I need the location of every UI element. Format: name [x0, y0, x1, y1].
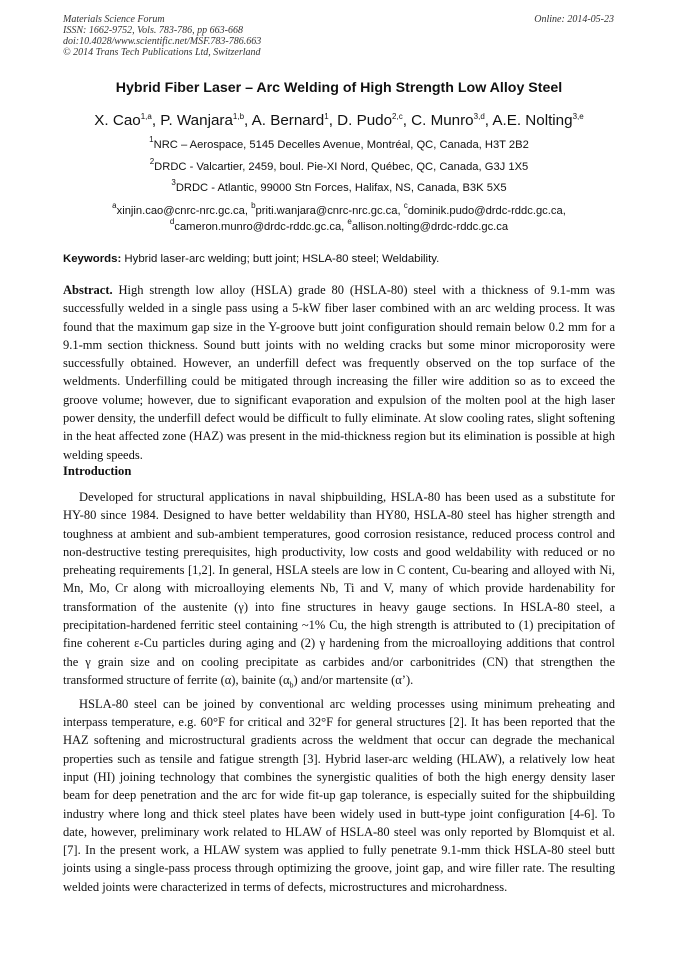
email-sup: c — [403, 201, 408, 210]
affiliation-sup: 1 — [149, 135, 154, 144]
email-sup: a — [112, 201, 117, 210]
issn-line: ISSN: 1662-9752, Vols. 783-786, pp 663-668 — [63, 25, 243, 36]
abstract-paragraph — [63, 281, 615, 464]
author-sup: 2,c — [392, 112, 403, 121]
email-address[interactable]: allison.nolting@drdc-rddc.gc.ca — [351, 221, 509, 233]
author-sup: 1 — [324, 112, 329, 121]
affiliation-sup: 3 — [171, 178, 176, 187]
email-address[interactable]: dominik.pudo@drdc-rddc.gc.ca, — [407, 205, 566, 217]
author-name: A. Bernard — [251, 112, 325, 129]
copyright-line: © 2014 Trans Tech Publications Ltd, Switzerland — [63, 47, 261, 58]
doi-line: doi:10.4028/www.scientific.net/MSF.783-786.663 — [63, 36, 262, 47]
affiliation-text: DRDC - Valcartier, 2459, boul. Pie-XI Nord, Québec, QC, Canada, G3J 1X5 — [154, 161, 529, 173]
keywords-label: Keywords: — [63, 253, 122, 265]
intro-paragraph-2: HSLA-80 steel can be joined by conventional arc welding processes using minimum preheating and interpass temperature, e.g. 60°F for critical and 32°F for general structures [2]. It has been reported that the HAZ softening and microstructural gradients across the weldment that occur can degrade the mechanical properties such as tensile and fatigue strength [3]. Hybrid laser-arc welding (HLAW), a relatively low heat input (HI) joining technology that combines the synergistic qualities of both the high energy density laser beam for deep penetration and the arc for wide fit-up gap tolerance, is especially suited for the shipbuilding industry where long and thick steel plates have been widely used in butt-type joint configuration [4-6]. To date, however, preliminary work related to HLAW of HSLA-80 steel was only reported by Blomquist et al. [7]. In the present work, a HLAW system was applied to fully penetrate 9.1-mm thick HSLA-80 steel butt joints using a single-pass process through optimizing the groove, joint gap, and wire filler rate. The resulting welded joints were characterized in terms of defects, microstructures and microhardness. — [63, 696, 615, 894]
affiliation-1 — [0, 135, 678, 151]
section-heading-introduction: Introduction — [63, 464, 132, 478]
bainite-subscript: b — [289, 680, 294, 690]
email-line-1 — [0, 203, 678, 219]
abstract-label: Abstract. — [63, 283, 113, 297]
intro-paragraph-1 — [63, 488, 615, 695]
email-address[interactable]: cameron.munro@drdc-rddc.gc.ca, — [174, 221, 348, 233]
author-name: C. Munro — [411, 112, 474, 129]
introduction-body — [63, 488, 615, 896]
abstract-text: High strength low alloy (HSLA) grade 80 (HSLA-80) steel with a thickness of 9.1-mm was successfully welded in a single pass using a 5-kW fiber laser combined with an arc welding process. It was found that the maximum gap size in the Y-groove butt joint configuration should remain below 0.2 mm for a 9.1-mm section thickness. Sound butt joints with no welding cracks but some minor microporosity were successfully obtained. However, an underfill defect was frequently observed on the top surface of the weldments. Underfilling could be mitigated through increasing the filler wire addition so as to exceed the groove volume; however, due to significant evaporation and expulsion of the molten pool at the high laser power density, the underfill defect would be difficult to fully eliminate. At slow cooling rates, slight softening in the heat affected zone (HAZ) was present in the mid-thickness region but its elimination is possible at high welding speeds. — [63, 283, 615, 462]
online-date: Online: 2014-05-23 — [534, 14, 614, 25]
abstract — [63, 281, 615, 464]
affiliation-3 — [0, 178, 678, 194]
email-address[interactable]: xinjin.cao@cnrc-nrc.gc.ca, — [116, 205, 252, 217]
author-name: P. Wanjara — [160, 112, 233, 129]
affiliation-text: DRDC - Atlantic, 99000 Stn Forces, Halifax, NS, Canada, B3K 5X5 — [175, 182, 507, 194]
author-name: A.E. Nolting — [492, 112, 573, 129]
paper-title: Hybrid Fiber Laser – Arc Welding of High Strength Low Alloy Steel — [115, 80, 563, 96]
affiliation-sup: 2 — [149, 157, 155, 166]
author-list: X. Cao$^{1,a}$, P. Wanjara$^{1,b}$, A. Bernard$^1$, D. Pudo$^{2,c}$, C. Munro$^{3,d}$, A.E. Nolting$^{3,e}$ — [94, 112, 584, 129]
keywords-text: Hybrid laser-arc welding; butt joint; HSLA-80 steel; Weldability. — [121, 253, 440, 265]
keywords — [63, 253, 615, 265]
journal-name: Materials Science Forum — [63, 14, 165, 25]
intro-p1-text: Developed for structural applications in naval shipbuilding, HSLA-80 has been used as a substitute for HY-80 since 1984. Designed to have better weldability than HY80, HSLA-80 steel has higher strength and toughness at ambient and sub-ambient temperatures, good corrosion resistance, reduced process control and non-destructive testing prerequisites, high productivity, low costs and good weldability with reduced or no preheating requirements [1,2]. In general, HSLA steels are low in C content, Cu-bearing and alloyed with Ni, Mn, Mo, Cr along with microalloying elements Nb, Ti and V, many of which provide hardenability for transformation of the austenite (γ) into fine structures in heavy gauge sections. In HSLA-80 steel, a precipitation-hardened ferritic steel containing ~1% Cu, the high strength is attributed to (1) precipitation of fine coherent ε-Cu particles during aging and (2) γ hardening from the microalloying additions that control the γ grain size and on cooling precipitate as carbides and/or carbonitrides (CN) that strengthen the transformed structure of ferrite (α), bainite (α — [63, 490, 615, 687]
email-sup: e — [347, 217, 352, 226]
email-sup: d — [169, 217, 175, 226]
author-sup: 1,a — [140, 112, 152, 121]
email-line-2 — [0, 219, 678, 235]
author-sup: 1,b — [232, 112, 245, 121]
intro-p1-end: ) and/or martensite (α’). — [293, 672, 414, 687]
email-address[interactable]: priti.wanjara@cnrc-nrc.gc.ca, — [255, 205, 404, 217]
email-list — [0, 203, 678, 235]
author-sup: 3,e — [572, 112, 584, 121]
author-name: X. Cao — [94, 112, 141, 129]
author-sup: 3,d — [473, 112, 485, 121]
journal-header — [63, 14, 261, 58]
affiliation-text: NRC – Aerospace, 5145 Decelles Avenue, Montréal, QC, Canada, H3T 2B2 — [153, 139, 529, 151]
author-name: D. Pudo — [337, 112, 393, 129]
affiliation-2 — [0, 157, 678, 173]
email-sup: b — [251, 201, 256, 210]
